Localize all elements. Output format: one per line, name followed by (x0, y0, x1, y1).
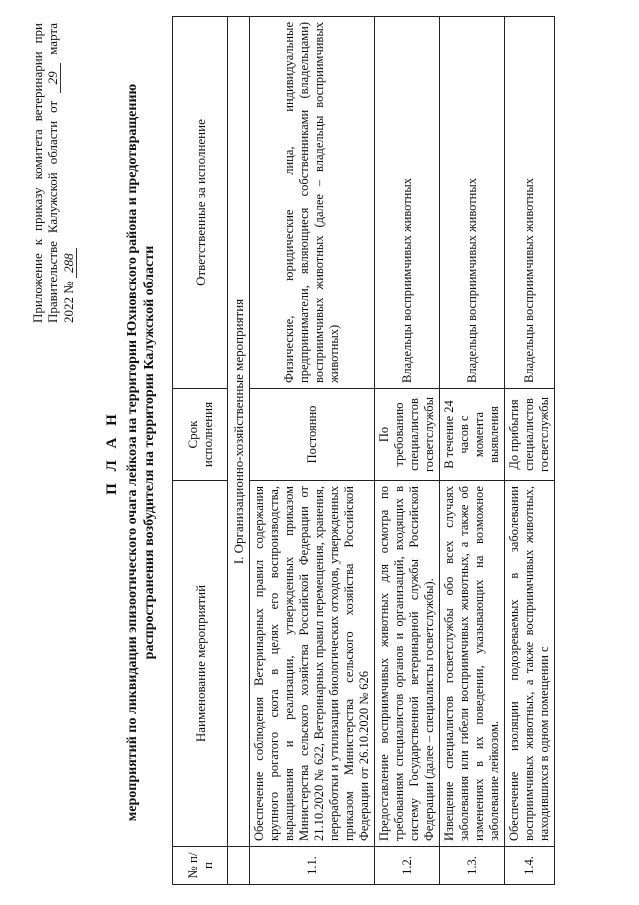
appendix-date-handwritten: 29 (45, 63, 61, 93)
row-term: До прибытия специалистов госветслужбы (505, 389, 555, 481)
row-term: Постоянно (250, 389, 375, 481)
row-term: По требованию специалистов госветслужбы (375, 389, 440, 481)
header-name: Наименование мероприятий (173, 481, 228, 847)
plan-title: П Л А Н (104, 410, 120, 495)
plan-subtitle: мероприятий по ликвидации эпизоотического очага лейкоза на территории Юхновского района и предотвращению распространения возбудителя на территории Калужской области (125, 83, 157, 822)
row-num: 1.2. (375, 847, 440, 885)
row-name: Извещение специалистов госветслужбы обо всех случаях заболевания или гибели восприимчивых животных, а также об изменениях в их поведении, указывающих на возможное заболевание лейкозом. (440, 481, 505, 847)
table-header-row (173, 17, 228, 885)
appendix-text: Приложение к приказу комитета ветеринарии при Правительстве Калужской области от (30, 23, 60, 323)
table-row (375, 17, 440, 885)
table-row (505, 17, 555, 885)
table-row (440, 17, 505, 885)
row-name: Предоставление восприимчивых животных для осмотра по требованиям специалистов органов и организаций, входящих в систему Государственной ветеринарной службы Российской Федерации (далее – специалисты госветслужбы). (375, 481, 440, 847)
row-resp: Владельцы восприимчивых животных (440, 17, 505, 389)
appendix-number-handwritten: 288 (61, 248, 77, 278)
section-title: I. Организационно-хозяйственные мероприятия (228, 17, 250, 847)
row-term: В течение 24 часов с момента выявления (440, 389, 505, 481)
header-resp: Ответственные за исполнение (173, 17, 228, 389)
header-term: Срок исполнения (173, 389, 228, 481)
row-resp: Владельцы восприимчивых животных (375, 17, 440, 389)
row-num: 1.4. (505, 847, 555, 885)
plan-table (172, 16, 555, 885)
row-resp: Физические, юридические лица, индивидуальные предприниматели, являющиеся собственниками (владельцами) восприимчивых животных (далее – владельцы восприимчивых животных) (250, 17, 375, 389)
appendix-note (30, 23, 77, 323)
row-num: 1.3. (440, 847, 505, 885)
row-resp: Владельцы восприимчивых животных (505, 17, 555, 389)
row-name: Обеспечение изоляции подозреваемых в заболевании восприимчивых животных, а также восприимчивых животных, находившихся в одном помещении с (505, 481, 555, 847)
section-row (228, 17, 250, 885)
row-num: 1.1. (250, 847, 375, 885)
appendix-date-text: марта 2022 № (45, 22, 76, 323)
header-num: № п/п (173, 847, 228, 885)
table-row (250, 17, 375, 885)
row-name: Обеспечение соблюдения Ветеринарных правил содержания крупного рогатого скота в целях его воспроизводства, выращивания и реализации, утвержденных приказом Министерства сельского хозяйства Российской Федерации от 21.10.2020 № 622, Ветеринарных правил перемещения, хранения, переработки и утилизации биологических отходов, утвержденных приказом Министерства сельского хозяйства Российской Федерации от 26.10.2020 № 626 (250, 481, 375, 847)
